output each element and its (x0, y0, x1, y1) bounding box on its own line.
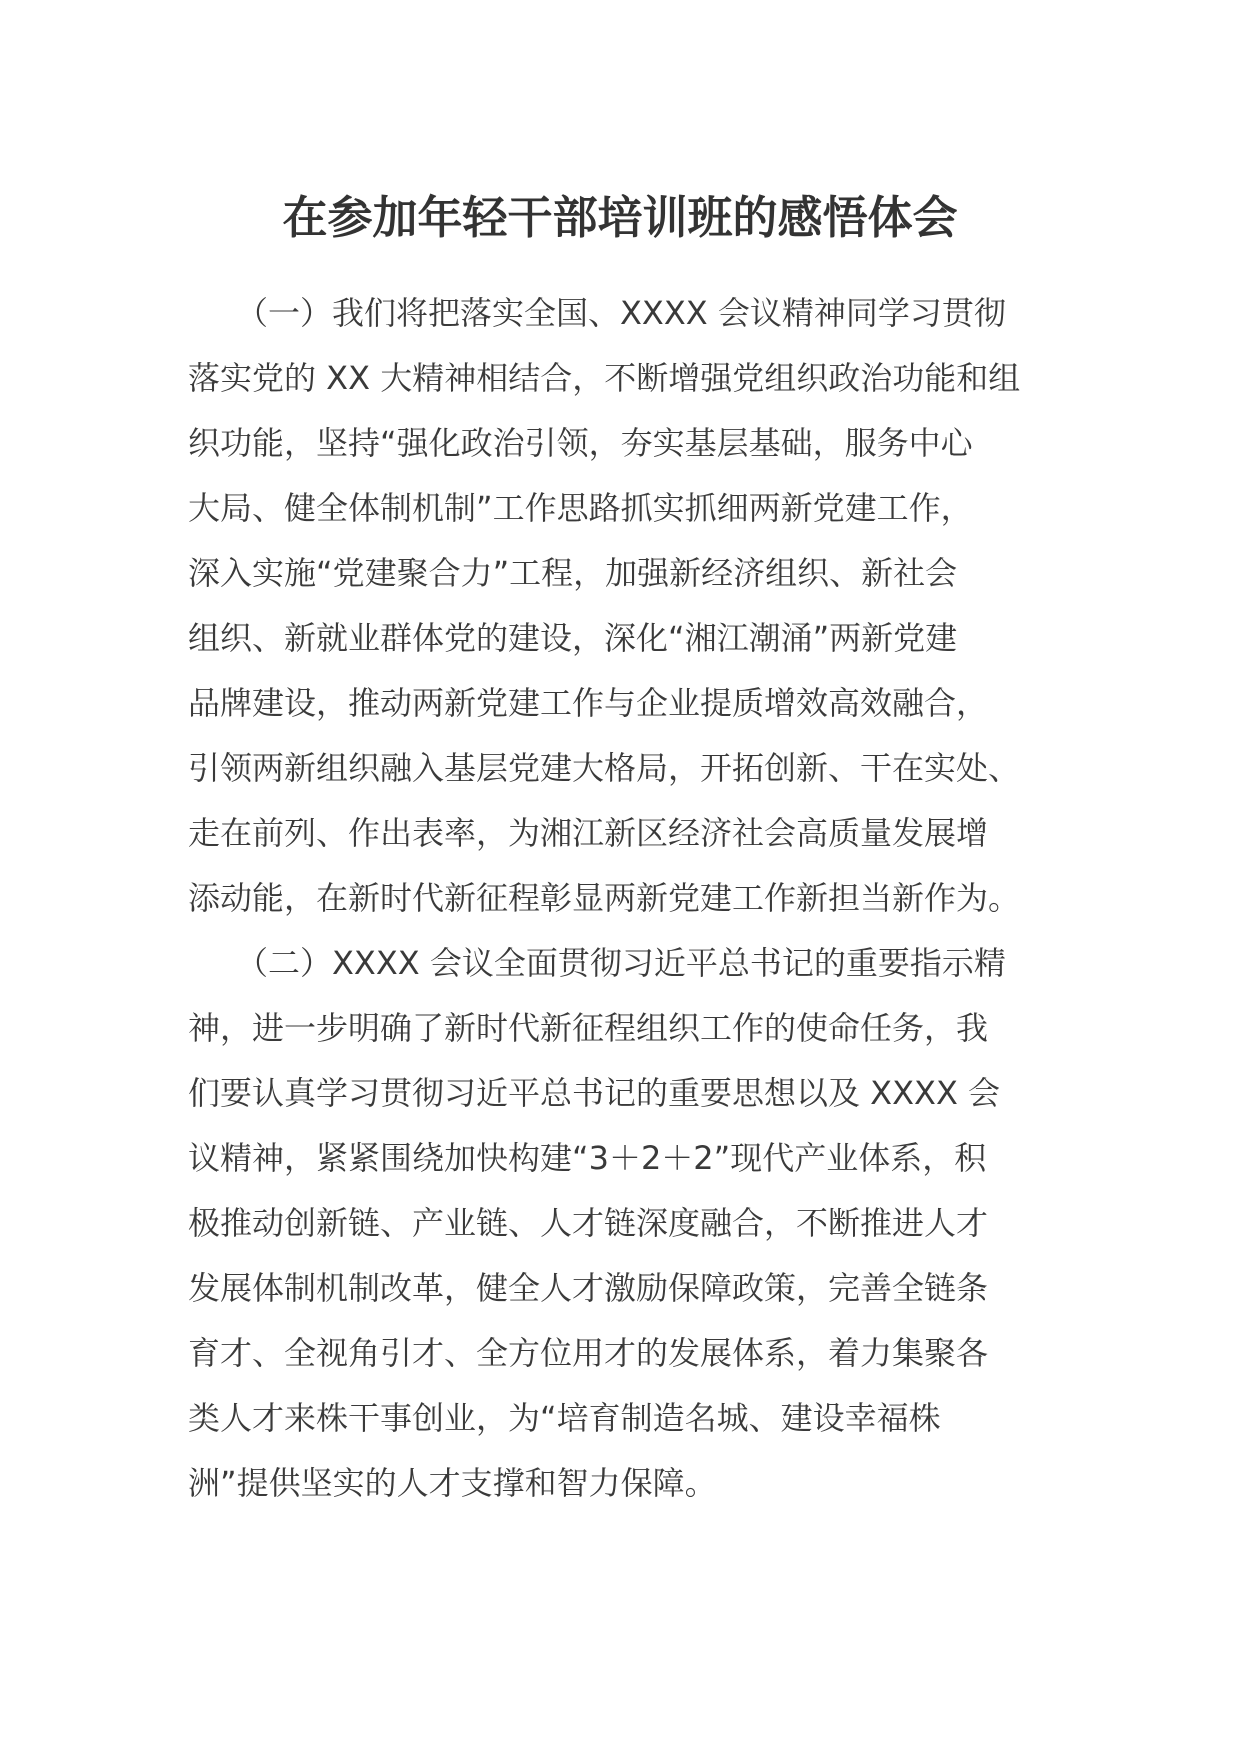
paragraph-2 (188, 931, 1068, 1516)
paragraph-line: 洲”提供坚实的人才支撑和智力保障。 (188, 1464, 717, 1502)
paragraph-line: 走在前列、作出表率，为湘江新区经济社会高质量发展增 (188, 814, 989, 852)
paragraph-line: 大局、健全体制机制”工作思路抓实抓细两新党建工作， (188, 489, 973, 527)
paragraph-line: 议精神，紧紧围绕加快构建“3＋2＋2”现代产业体系，积 (188, 1139, 987, 1177)
paragraph-line: 品牌建设，推动两新党建工作与企业提质增效高效融合， (188, 684, 989, 722)
paragraph-line: 落实党的 XX 大精神相结合，不断增强党组织政治功能和组 (188, 359, 1021, 397)
paragraph-line: 类人才来株干事创业，为“培育制造名城、建设幸福株 (188, 1399, 941, 1437)
paragraph-line: 织功能，坚持“强化政治引领，夯实基层基础，服务中心 (188, 424, 973, 462)
paragraph-line: 组织、新就业群体党的建设，深化“湘江潮涌”两新党建 (188, 619, 958, 657)
paragraph-line: 极推动创新链、产业链、人才链深度融合，不断推进人才 (188, 1204, 989, 1242)
document-body (188, 281, 1068, 1516)
paragraph-line: 深入实施“党建聚合力”工程，加强新经济组织、新社会 (188, 554, 958, 592)
paragraph-line: 育才、全视角引才、全方位用才的发展体系，着力集聚各 (188, 1334, 989, 1372)
paragraph-line: 们要认真学习贯彻习近平总书记的重要思想以及 XXXX 会 (188, 1074, 1001, 1112)
paragraph-line: 发展体制机制改革，健全人才激励保障政策，完善全链条 (188, 1269, 989, 1307)
paragraph-line: 添动能，在新时代新征程彰显两新党建工作新担当新作为。 (188, 879, 1021, 917)
paragraph-line: 神，进一步明确了新时代新征程组织工作的使命任务，我 (188, 1009, 989, 1047)
paragraph-1 (188, 281, 1068, 931)
paragraph-line: （一）我们将把落实全国、XXXX 会议精神同学习贯彻 (188, 294, 1006, 332)
document-title: 在参加年轻干部培训班的感悟体会 (282, 191, 958, 244)
paragraph-line: （二）XXXX 会议全面贯彻习近平总书记的重要指示精 (188, 944, 1006, 982)
paragraph-line: 引领两新组织融入基层党建大格局，开拓创新、干在实处、 (188, 749, 1021, 787)
